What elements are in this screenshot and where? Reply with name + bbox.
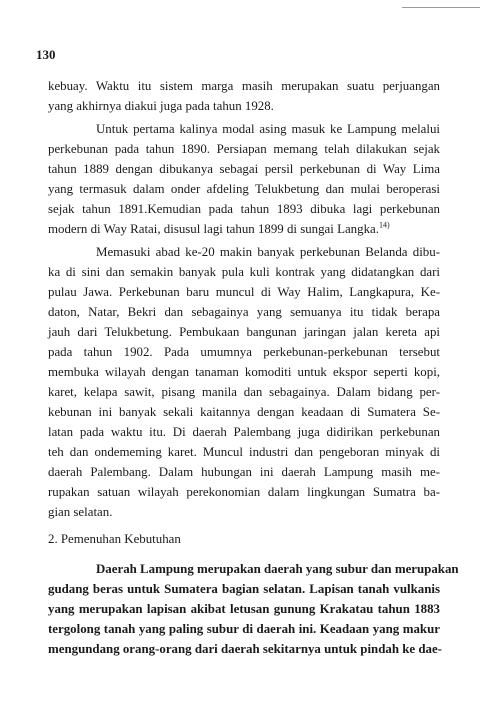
text-line: Memasuki abad ke-20 makin banyak perkebunan Belanda dibu- xyxy=(96,245,440,259)
text-line: karet, kelapa sawit, pisang manila dan sebagainya. Dalam bidang per- xyxy=(48,385,440,399)
text-line: pulau Jawa. Perkebunan baru muncul di Way Halim, Langkapura, Ke- xyxy=(48,285,440,299)
text-line: yang termasuk dalam onder afdeling Telukbetung dan mulai beroperasi xyxy=(48,182,440,196)
text-line: Untuk pertama kalinya modal asing masuk ke Lampung melalui xyxy=(96,122,440,136)
footnote-ref: 14) xyxy=(378,220,390,230)
text-line: yang akhirnya diakui juga pada tahun 1928. xyxy=(48,99,274,113)
text-line: gudang beras untuk Sumatera bagian selatan. Lapisan tanah vulkanis xyxy=(48,582,440,596)
text-line: daerah Palembang. Dalam hubungan ini daerah Lampung masih me- xyxy=(48,465,440,479)
text-line: tahun 1889 dengan dibukanya sebagai persil perkebunan di Way Lima xyxy=(48,162,440,176)
text-line: perkebunan pada tahun 1890. Persiapan memang telah dilakukan sejak xyxy=(48,142,440,156)
text-line: Daerah Lampung merupakan daerah yang subur dan merupakan xyxy=(96,562,459,576)
text-line: tergolong tanah yang paling subur di daerah ini. Keadaan yang makur xyxy=(48,622,440,636)
text-line: ka di sini dan semakin banyak pula kuli kontrak yang didatangkan dari xyxy=(48,265,440,279)
text-line xyxy=(48,220,440,238)
text-line: yang merupakan lapisan akibat letusan gunung Krakatau tahun 1883 xyxy=(48,602,440,616)
text-line: teh dan ondememing karet. Muncul industri dan pengeboran minyak di xyxy=(48,445,440,459)
text-line: gian selatan. xyxy=(48,505,113,519)
text-line: latan pada waktu itu. Di daerah Palembang juga didirikan perkebunan xyxy=(48,425,440,439)
text-line: kebuay. Waktu itu sistem marga masih merupakan suatu perjuangan xyxy=(48,79,440,93)
text-line: membuka wilayah dengan tanaman komoditi untuk ekspor seperti kopi, xyxy=(48,365,440,379)
page-number: 130 xyxy=(36,47,56,62)
text-line: sejak tahun 1891.Kemudian pada tahun 1893 dibuka lagi perkebunan xyxy=(48,202,440,216)
text-line-content: modern di Way Ratai, disusul lagi tahun 1899 di sungai Langka. xyxy=(48,222,379,236)
text-line: daton, Natar, Bekri dan sebagainya yang semuanya itu tidak berapa xyxy=(48,305,440,319)
text-line: kebunan ini banyak sekali kaitannya dengan keadaan di Sumatera Se- xyxy=(48,405,440,419)
text-line: pada tahun 1902. Pada umumnya perkebunan-perkebunan tersebut xyxy=(48,345,440,359)
text-line: jauh dari Telukbetung. Pembukaan bangunan jaringan jalan kereta api xyxy=(48,325,440,339)
section-heading: 2. Pemenuhan Kebutuhan xyxy=(48,532,181,546)
text-line: rupakan satuan wilayah perekonomian dalam lingkungan Sumatra ba- xyxy=(48,485,440,499)
text-line: mengundang orang-orang dari daerah sekitarnya untuk pindah ke dae- xyxy=(48,642,442,656)
